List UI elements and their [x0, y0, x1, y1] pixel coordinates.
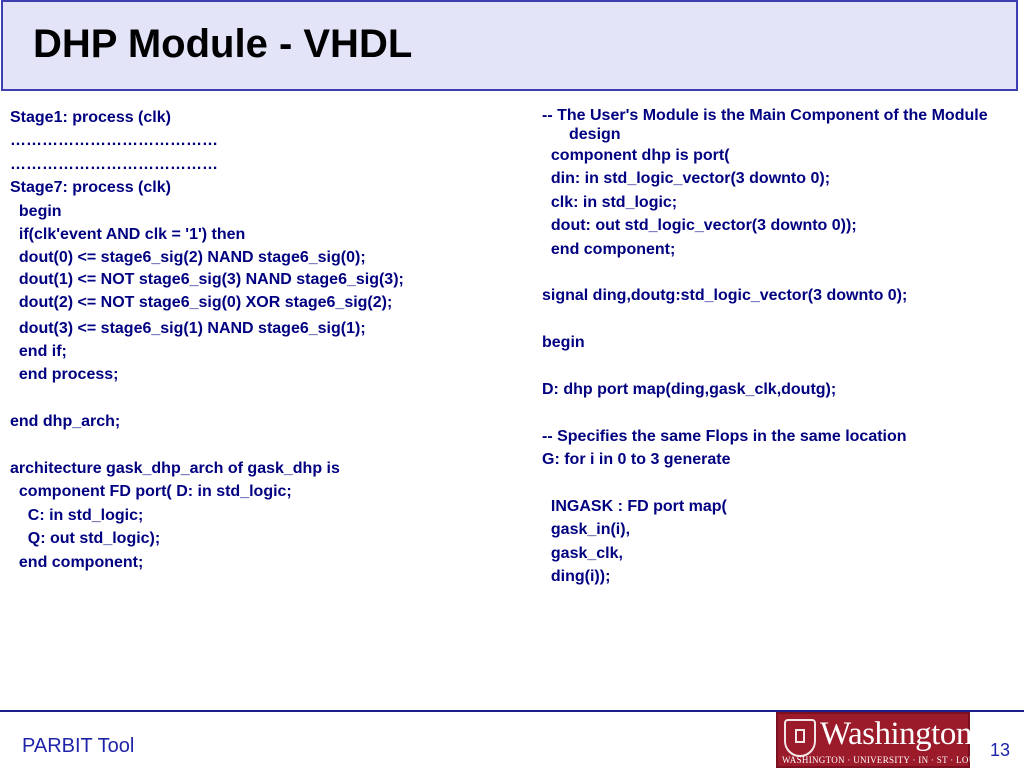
code-line: [542, 401, 1017, 424]
page-number: 13: [990, 740, 1011, 760]
code-line: dout(1) <= NOT stage6_sig(3) NAND stage6_sig(3);: [10, 270, 404, 288]
code-line: ding(i));: [542, 568, 611, 586]
code-line: INGASK : FD port map(: [542, 498, 727, 516]
code-line: [10, 387, 510, 410]
logo-subtitle: WASHINGTON · UNIVERSITY · IN · ST · LOUIS: [782, 755, 985, 765]
code-line: signal ding,doutg:std_logic_vector(3 downto 0);: [542, 287, 908, 305]
code-line: end process;: [10, 366, 119, 384]
code-line: …………………………………: [10, 155, 218, 173]
code-line: gask_in(i),: [542, 521, 631, 539]
logo-wordmark: Washington: [820, 716, 972, 752]
code-line: Stage1: process (clk): [10, 109, 171, 126]
code-line: -- The User's Module is the Main Component of the Module design: [542, 107, 993, 143]
code-line: end dhp_arch;: [10, 413, 121, 431]
code-line: Q: out std_logic);: [10, 530, 161, 548]
right-code-block: [542, 106, 1017, 589]
code-line: [542, 355, 1017, 378]
code-line: dout(3) <= stage6_sig(1) NAND stage6_sig(1);: [10, 319, 366, 337]
code-line: begin: [542, 334, 585, 352]
left-code-block: [10, 106, 510, 574]
code-line: architecture gask_dhp_arch of gask_dhp is: [10, 460, 340, 478]
code-line: [542, 261, 1017, 284]
code-line: component FD port( D: in std_logic;: [10, 483, 292, 501]
code-line: D: dhp port map(ding,gask_clk,doutg);: [542, 381, 837, 399]
code-line: if(clk'event AND clk = '1') then: [10, 226, 246, 244]
code-line: dout(2) <= NOT stage6_sig(0) XOR stage6_sig(2);: [10, 294, 393, 312]
footer-label: PARBIT Tool: [22, 735, 135, 757]
code-line: end if;: [10, 343, 67, 361]
code-line: din: in std_logic_vector(3 downto 0);: [542, 170, 831, 188]
code-line: [542, 308, 1017, 331]
code-line: Stage7: process (clk): [10, 179, 171, 197]
code-line: end component;: [10, 553, 144, 571]
code-line: [10, 434, 510, 457]
code-line: clk: in std_logic;: [542, 193, 678, 211]
seal-icon: [784, 719, 816, 757]
code-line: [542, 472, 1017, 495]
code-line: G: for i in 0 to 3 generate: [542, 451, 731, 469]
code-line: -- Specifies the same Flops in the same location: [542, 427, 907, 445]
code-line: gask_clk,: [542, 544, 623, 562]
code-line: begin: [10, 202, 62, 220]
code-line: …………………………………: [10, 132, 218, 150]
code-line: end component;: [542, 240, 676, 258]
slide-title: DHP Module - VHDL: [33, 22, 413, 66]
code-line: dout(0) <= stage6_sig(2) NAND stage6_sig(0);: [10, 249, 366, 267]
title-bar: [1, 0, 1018, 91]
code-line: dout: out std_logic_vector(3 downto 0));: [542, 217, 857, 235]
code-line: component dhp is port(: [542, 147, 730, 164]
university-logo: [776, 712, 985, 768]
code-line: C: in std_logic;: [10, 506, 144, 524]
